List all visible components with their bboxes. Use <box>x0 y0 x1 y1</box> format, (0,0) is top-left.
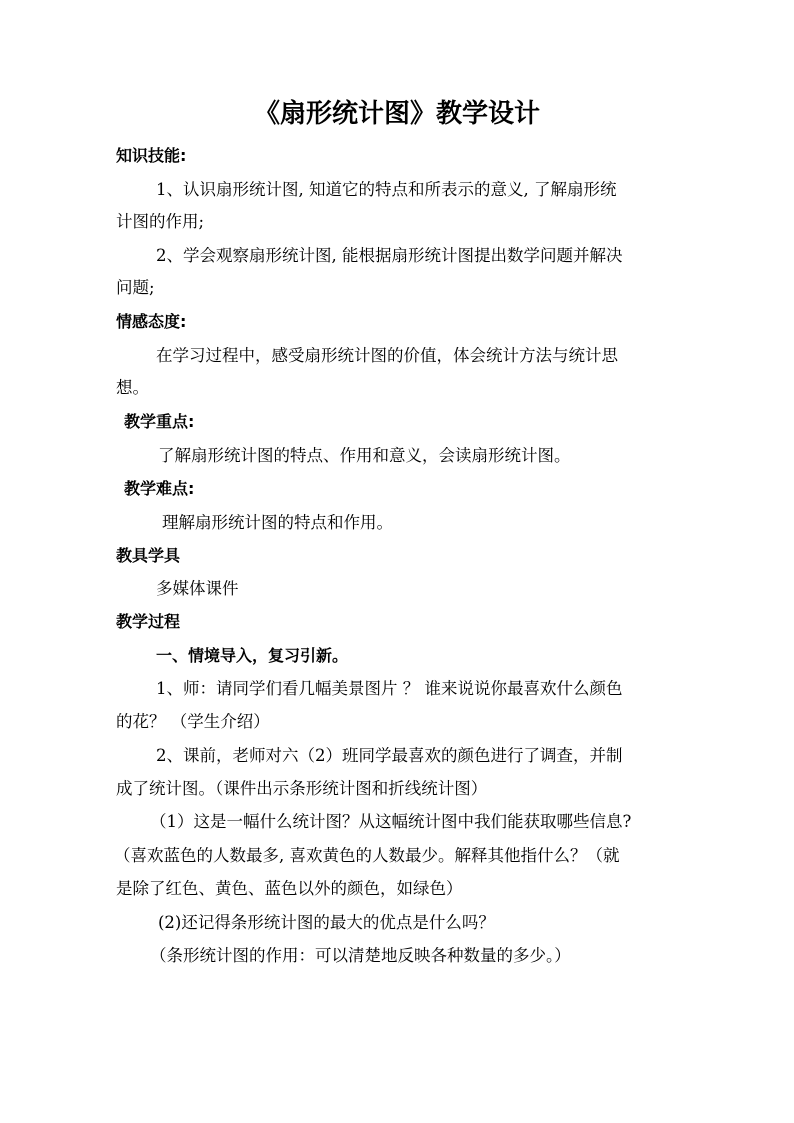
question2-answer: （条形统计图的作用：可以清楚地反映各种数量的多少。） <box>150 946 571 965</box>
knowledge-item2-line2: 问题; <box>116 278 155 297</box>
question2-line1: (2)还记得条形统计图的最大的优点是什么吗？ <box>158 913 495 932</box>
tools-text: 多媒体课件 <box>156 579 239 598</box>
tools-heading: 教具学具 <box>116 546 181 565</box>
knowledge-item1-line1: 1、认识扇形统计图, 知道它的特点和所表示的意义, 了解扇形统 <box>156 180 617 199</box>
emotion-line2: 想。 <box>116 378 149 397</box>
step1-line2: 的花？ （学生介绍） <box>116 712 270 731</box>
section1-heading: 一、情境导入，复习引新。 <box>156 646 349 665</box>
key-point-text: 了解扇形统计图的特点、作用和意义，会读扇形统计图。 <box>158 446 571 465</box>
knowledge-item1-line2: 计图的作用; <box>116 212 205 231</box>
difficulty-text: 理解扇形统计图的特点和作用。 <box>162 513 393 532</box>
step2-line1: 2、课前，老师对六（2）班同学最喜欢的颜色进行了调查，并制 <box>156 746 623 765</box>
process-heading: 教学过程 <box>116 612 181 631</box>
step2-line2: 成了统计图。（课件出示条形统计图和折线统计图） <box>116 779 488 798</box>
key-point-heading: 教学重点: <box>124 412 195 431</box>
knowledge-item2-line1: 2、学会观察扇形统计图, 能根据扇形统计图提出数学问题并解决 <box>156 246 623 265</box>
document-title: 《扇形统计图》教学设计 <box>253 99 540 129</box>
question1-line1: （1）这是一幅什么统计图？从这幅统计图中我们能获取哪些信息? <box>150 812 632 831</box>
knowledge-heading: 知识技能: <box>116 146 187 165</box>
emotion-line1: 在学习过程中，感受扇形统计图的价值，体会统计方法与统计思 <box>156 346 618 365</box>
step1-line1: 1、师：请同学们看几幅美景图片 ？ 谁来说说你最喜欢什么颜色 <box>156 679 623 698</box>
question1-line3: 是除了红色、黄色、蓝色以外的颜色，如绿色） <box>116 879 463 898</box>
question1-line2: （喜欢蓝色的人数最多, 喜欢黄色的人数最少。解释其他指什么？（就 <box>114 846 620 865</box>
difficulty-heading: 教学难点: <box>124 479 195 498</box>
emotion-heading: 情感态度: <box>116 312 187 331</box>
